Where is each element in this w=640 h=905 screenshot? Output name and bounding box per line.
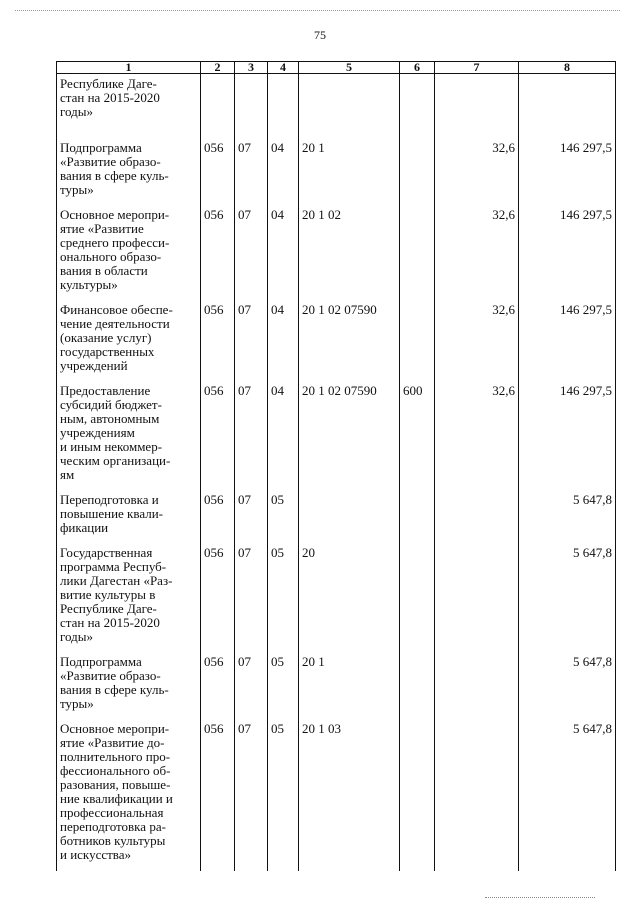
row-name: Финансовое обеспе- чение деятельности (оказание услуг) государственных учреждений [57,292,201,373]
cell-subsection: 05 [268,644,299,711]
row-name: Подпрограмма «Развитие образо- вания в сфере куль- туры» [57,130,201,197]
cell-col8-amount: 5 647,8 [519,711,616,871]
cell-subsection [268,74,299,130]
cell-ministry-code: 056 [201,644,235,711]
row-name: Республике Даге- стан на 2015-2020 годы» [57,74,201,130]
cell-section: 07 [235,130,268,197]
cell-expense-type [400,711,435,871]
cell-subsection: 05 [268,535,299,644]
col-header-5: 5 [299,62,400,74]
header-row [57,62,616,74]
cell-target-article: 20 [299,535,400,644]
cell-expense-type [400,74,435,130]
cell-subsection: 05 [268,482,299,535]
cell-section: 07 [235,711,268,871]
cell-section: 07 [235,373,268,482]
cell-col7-amount [435,482,519,535]
cell-target-article: 20 1 [299,130,400,197]
col-header-1: 1 [57,62,201,74]
cell-col8-amount: 5 647,8 [519,644,616,711]
table-body [57,74,616,871]
col-header-7: 7 [435,62,519,74]
cell-col8-amount: 5 647,8 [519,535,616,644]
cell-col7-amount: 32,6 [435,130,519,197]
row-name: Основное меропри- ятие «Развитие до- полнительного про- фессионального об- разования, повыше- ние квалификации и профессиональная переподготовка ра- ботников культуры и искусства» [57,711,201,871]
table-row [57,644,616,711]
cell-target-article [299,482,400,535]
scan-edge-line-bottom [485,897,595,898]
table-row [57,130,616,197]
cell-target-article: 20 1 03 [299,711,400,871]
table-row [57,535,616,644]
row-name: Переподготовка и повышение квали- фикации [57,482,201,535]
cell-subsection: 04 [268,373,299,482]
cell-col7-amount: 32,6 [435,197,519,292]
table-row [57,197,616,292]
cell-target-article: 20 1 02 07590 [299,373,400,482]
cell-expense-type [400,130,435,197]
cell-expense-type: 600 [400,373,435,482]
cell-col7-amount: 32,6 [435,373,519,482]
cell-col7-amount: 32,6 [435,292,519,373]
cell-section [235,74,268,130]
table-row [57,482,616,535]
cell-expense-type [400,292,435,373]
cell-target-article [299,74,400,130]
cell-col8-amount: 146 297,5 [519,373,616,482]
budget-table [56,61,616,871]
cell-col8-amount: 146 297,5 [519,197,616,292]
cell-ministry-code: 056 [201,292,235,373]
cell-expense-type [400,197,435,292]
cell-col7-amount [435,74,519,130]
cell-ministry-code: 056 [201,130,235,197]
col-header-4: 4 [268,62,299,74]
table-row [57,292,616,373]
scan-edge-line [15,10,620,11]
col-header-3: 3 [235,62,268,74]
cell-ministry-code: 056 [201,482,235,535]
cell-expense-type [400,644,435,711]
page-number: 75 [314,28,326,42]
cell-subsection: 04 [268,130,299,197]
cell-expense-type [400,482,435,535]
cell-col7-amount [435,711,519,871]
cell-ministry-code: 056 [201,711,235,871]
cell-col8-amount: 146 297,5 [519,292,616,373]
cell-section: 07 [235,197,268,292]
col-header-8: 8 [519,62,616,74]
cell-subsection: 05 [268,711,299,871]
cell-ministry-code: 056 [201,197,235,292]
table-row [57,74,616,130]
cell-col7-amount [435,535,519,644]
row-name: Государственная программа Респуб- лики Дагестан «Раз- витие культуры в Республике Даге- стан на 2015-2020 годы» [57,535,201,644]
cell-target-article: 20 1 02 [299,197,400,292]
cell-ministry-code: 056 [201,535,235,644]
cell-section: 07 [235,482,268,535]
cell-col8-amount [519,74,616,130]
cell-expense-type [400,535,435,644]
cell-subsection: 04 [268,292,299,373]
cell-col8-amount: 5 647,8 [519,482,616,535]
table-row [57,373,616,482]
cell-subsection: 04 [268,197,299,292]
cell-ministry-code [201,74,235,130]
cell-section: 07 [235,292,268,373]
col-header-2: 2 [201,62,235,74]
row-name: Подпрограмма «Развитие образо- вания в сфере куль- туры» [57,644,201,711]
cell-target-article: 20 1 02 07590 [299,292,400,373]
table-row [57,711,616,871]
cell-target-article: 20 1 [299,644,400,711]
cell-col7-amount [435,644,519,711]
cell-ministry-code: 056 [201,373,235,482]
cell-section: 07 [235,535,268,644]
row-name: Основное меропри- ятие «Развитие среднего професси- онального образо- вания в области культуры» [57,197,201,292]
col-header-6: 6 [400,62,435,74]
cell-section: 07 [235,644,268,711]
row-name: Предоставление субсидий бюджет- ным, автономным учреждениям и иным некоммер- ческим организаци- ям [57,373,201,482]
cell-col8-amount: 146 297,5 [519,130,616,197]
